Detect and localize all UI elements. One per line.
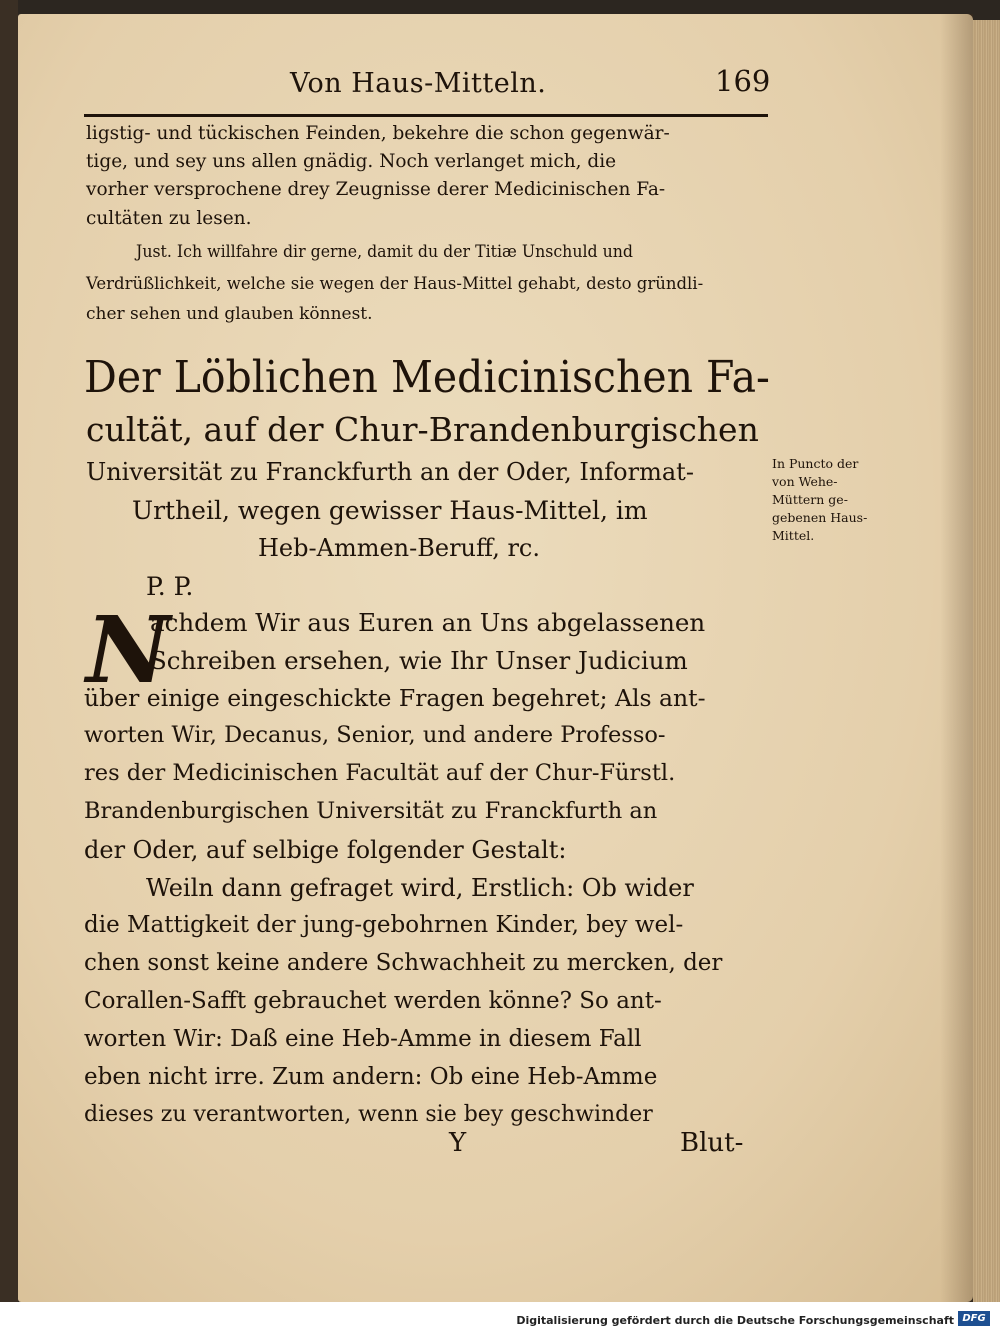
- intro-line: Just. Ich willfahre dir gerne, damit du der Titiæ Unschuld und: [136, 242, 634, 262]
- running-head: Von Haus-Mitteln.: [290, 68, 547, 99]
- dfg-logo: DFG: [958, 1311, 990, 1326]
- body-line: worten Wir: Daß eine Heb-Amme in diesem Fall: [84, 1026, 642, 1052]
- page-edges: [973, 20, 1000, 1302]
- body-line: die Mattigkeit der jung-gebohrnen Kinder, bey wel-: [84, 912, 684, 938]
- body-line: Schreiben ersehen, wie Ihr Unser Judicium: [150, 646, 688, 675]
- catchword: Blut-: [680, 1128, 744, 1158]
- body-line: über einige eingeschickte Fragen begehret; Als ant-: [84, 684, 706, 712]
- salutation: P. P.: [146, 572, 194, 601]
- margin-note: In Puncto der von Wehe-Müttern ge-gebenen Haus-Mittel.: [772, 456, 868, 543]
- intro-line: tige, und sey uns allen gnädig. Noch verlanget mich, die: [86, 151, 617, 172]
- body-line: achdem Wir aus Euren an Uns abgelassenen: [150, 608, 706, 637]
- title-line: Heb-Ammen-Beruff, rc.: [258, 534, 540, 562]
- title-line: Der Löblichen Medicinischen Fa-: [84, 352, 770, 403]
- body-line: eben nicht irre. Zum andern: Ob eine Heb-Amme: [84, 1064, 658, 1090]
- body-line: Brandenburgischen Universität zu Franckfurth an: [84, 798, 658, 824]
- footer-credit: Digitalisierung gefördert durch die Deutsche Forschungsgemeinschaft: [516, 1314, 954, 1327]
- header-rule: [84, 114, 768, 117]
- page-curl-shadow: [940, 14, 973, 1302]
- intro-line: cher sehen und glauben könnest.: [86, 304, 373, 324]
- body-line: res der Medicinischen Facultät auf der Chur-Fürstl.: [84, 760, 676, 786]
- intro-line: ligstig- und tückischen Feinden, bekehre die schon gegenwär-: [86, 123, 670, 144]
- drop-cap: N: [86, 596, 171, 704]
- body-line: worten Wir, Decanus, Senior, und andere Professo-: [84, 722, 666, 748]
- intro-line: cultäten zu lesen.: [86, 208, 252, 229]
- signature-mark: Y: [449, 1128, 467, 1158]
- intro-line: vorher versprochene drey Zeugnisse derer Medicinischen Fa-: [86, 179, 666, 200]
- body-line: Corallen-Safft gebrauchet werden könne? So ant-: [84, 988, 662, 1014]
- body-line: chen sonst keine andere Schwachheit zu mercken, der: [84, 950, 723, 976]
- title-line: cultät, auf der Chur-Brandenburgischen: [86, 410, 759, 449]
- body-line: dieses zu verantworten, wenn sie bey geschwinder: [84, 1102, 653, 1127]
- page-number: 169: [715, 64, 771, 98]
- title-line: Urtheil, wegen gewisser Haus-Mittel, im: [132, 496, 648, 525]
- title-line: Universität zu Franckfurth an der Oder, Informat-: [86, 458, 694, 486]
- body-line: der Oder, auf selbige folgender Gestalt:: [84, 836, 567, 864]
- intro-line: Verdrüßlichkeit, welche sie wegen der Haus-Mittel gehabt, desto gründli-: [86, 274, 704, 293]
- body-line: Weiln dann gefraget wird, Erstlich: Ob wider: [146, 874, 694, 902]
- book-gutter: [0, 0, 18, 1332]
